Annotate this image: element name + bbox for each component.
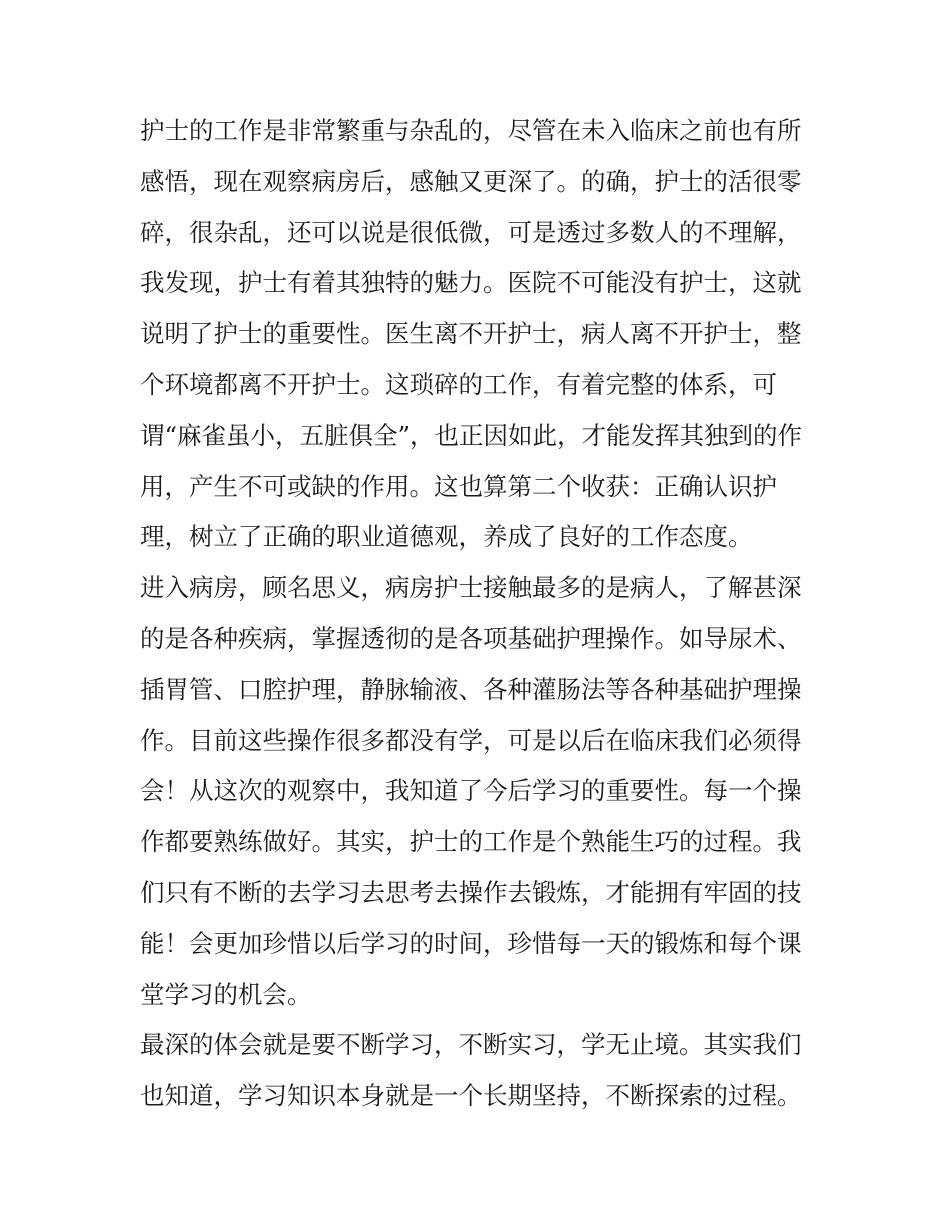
text-line: 的是各种疾病，掌握透彻的是各项基础护理操作。如导尿术、 xyxy=(140,623,802,653)
text-line: 我发现，护士有着其独特的魅力。医院不可能没有护士，这就 xyxy=(140,268,802,298)
text-line: 进入病房，顾名思义，病房护士接触最多的是病人，了解甚深 xyxy=(140,573,802,603)
text-line: 个环境都离不开护士。这琐碎的工作，有着完整的体系，可 xyxy=(140,369,777,399)
text-line: 护士的工作是非常繁重与杂乱的，尽管在未入临床之前也有所 xyxy=(140,116,802,145)
text-line: 插胃管、口腔护理，静脉输液、各种灌肠法等各种基础护理操 xyxy=(140,674,802,704)
text-line: 作都要熟练做好。其实，护士的工作是个熟能生巧的过程。我 xyxy=(140,827,802,857)
text-line: 也知道，学习知识本身就是一个长期坚持，不断探索的过程。 xyxy=(140,1081,802,1111)
text-line: 会！从这次的观察中，我知道了今后学习的重要性。每一个操 xyxy=(140,776,802,806)
text-line: 用，产生不可或缺的作用。这也算第二个收获：正确认识护 xyxy=(140,471,777,501)
text-line: 能！会更加珍惜以后学习的时间，珍惜每一天的锻炼和每个课 xyxy=(140,928,802,958)
text-line: 们只有不断的去学习去思考去操作去锻炼，才能拥有牢固的技 xyxy=(140,877,802,907)
text-line: 作。目前这些操作很多都没有学，可是以后在临床我们必须得 xyxy=(140,725,802,755)
text-line: 感悟，现在观察病房后，感触又更深了。的确，护士的活很零 xyxy=(140,166,802,196)
text-line: 最深的体会就是要不断学习，不断实习，学无止境。其实我们 xyxy=(140,1030,802,1060)
body-text xyxy=(140,106,820,1122)
text-line: 说明了护士的重要性。医生离不开护士，病人离不开护士，整 xyxy=(140,319,802,349)
text-line: 堂学习的机会。 xyxy=(140,979,312,1009)
text-line: 碎，很杂乱，还可以说是很低微，可是透过多数人的不理解， xyxy=(140,217,802,247)
text-line: 谓“麻雀虽小，五脏俱全”，也正因如此，才能发挥其独到的作 xyxy=(140,420,803,450)
text-line: 理，树立了正确的职业道德观，养成了良好的工作态度。 xyxy=(140,522,753,552)
